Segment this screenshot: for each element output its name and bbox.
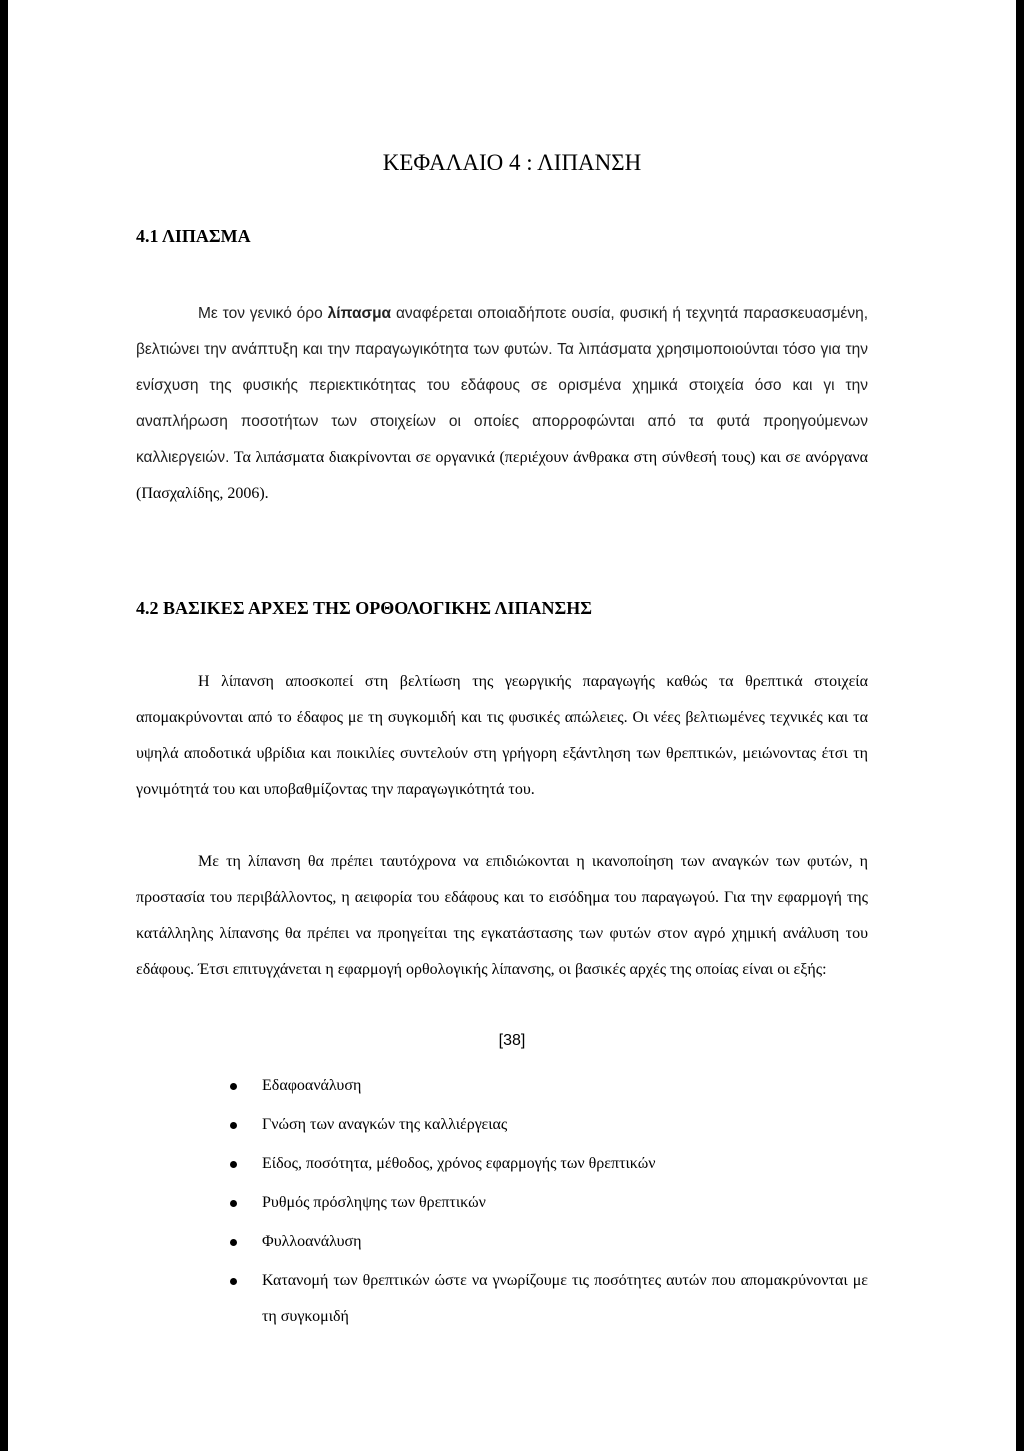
paragraph-text-start: Με τον γενικό όρο <box>198 305 328 322</box>
section-heading-4-2: 4.2 ΒΑΣΙΚΕΣ ΑΡΧΕΣ ΤΗΣ ΟΡΘΟΛΟΓΙΚΗΣ ΛΙΠΑΝΣΗΣ <box>136 598 592 618</box>
paragraph-text-end: Τα λιπάσματα διακρίνονται σε οργανικά (περιέχουν άνθρακα στη σύνθεσή τους) και σε ανόργανα (Πασχαλίδης, 2006). <box>136 449 868 502</box>
bullet-icon <box>230 1200 237 1207</box>
bullet-icon <box>230 1278 237 1285</box>
section-4-2-paragraph-2: Με τη λίπανση θα πρέπει ταυτόχρονα να επιδιώκονται η ικανοποίηση των αναγκών των φυτών, η προστασία του περιβάλλοντος, η αειφορία του εδάφους και το εισόδημα του παραγωγού. Για την εφαρμογή της κατάλληλης λίπανσης θα πρέπει να προηγείται της εγκατάστασης των φυτών στον αγρό χημική ανάλυση του εδάφους. Έτσι επιτυγχάνεται η εφαρμογή ορθολογικής λίπανσης, οι βασικές αρχές της οποίας είναι οι εξής: <box>136 853 868 978</box>
section-4-2-paragraph-1: Η λίπανση αποσκοπεί στη βελτίωση της γεωργικής παραγωγής καθώς τα θρεπτικά στοιχεία απομακρύνονται από το έδαφος με τη συγκομιδή και τις φυσικές απώλειες. Οι νέες βελτιωμένες τεχνικές και τα υψηλά αποδοτικά υβρίδια και ποικιλίες συντελούν στη γρήγορη εξάντληση των θρεπτικών, μειώνοντας έτσι τη γονιμότητά του και υποβαθμίζοντας την παραγωγικότητά του. <box>136 673 868 798</box>
list-item-text: Φυλλοανάλυση <box>262 1233 362 1250</box>
document-page <box>8 0 1016 1451</box>
list-item-text: Ρυθμός πρόσληψης των θρεπτικών <box>262 1194 486 1211</box>
chapter-title: ΚΕΦΑΛΑΙΟ 4 : ΛΙΠΑΝΣΗ <box>382 150 642 175</box>
term-lipasma: λίπασμα <box>327 305 392 322</box>
section-heading-4-1: 4.1 ΛΙΠΑΣΜΑ <box>136 226 251 246</box>
principles-list <box>136 1068 868 1338</box>
list-item <box>136 1224 868 1260</box>
list-item <box>136 1107 868 1143</box>
list-item-text: Γνώση των αναγκών της καλλιέργειας <box>262 1116 508 1133</box>
page-number: [38] <box>498 1032 526 1049</box>
paragraph-text-main: αναφέρεται οποιαδήποτε ουσία, φυσική ή τεχνητά παρασκευασμένη, βελτιώνει την ανάπτυξη και την παραγωγικότητα των φυτών. Τα λιπάσματα χρησιμοποιούνται τόσο για την ενίσχυση της φυσικής περιεκτικότητας του εδάφους σε ορισμένα χημικά στοιχεία όσο και γι την αναπλήρωση ποσοτήτων των στοιχείων οι οποίες απορροφώνται από τα φυτά προηγούμενων καλλιεργειών. <box>136 305 868 466</box>
bullet-icon <box>230 1239 237 1246</box>
list-item-text: Εδαφοανάλυση <box>262 1077 362 1094</box>
list-item-text: Είδος, ποσότητα, μέθοδος, χρόνος εφαρμογής των θρεπτικών <box>262 1155 656 1172</box>
list-item <box>136 1185 868 1221</box>
list-item <box>136 1263 868 1335</box>
bullet-icon <box>230 1083 237 1090</box>
list-item-text: Κατανομή των θρεπτικών ώστε να γνωρίζουμε τις ποσότητες αυτών που απομακρύνονται με τη συγκομιδή <box>262 1272 868 1325</box>
list-item <box>136 1146 868 1182</box>
bullet-icon <box>230 1122 237 1129</box>
list-item <box>136 1068 868 1104</box>
bullet-icon <box>230 1161 237 1168</box>
section-4-1-paragraph <box>136 296 868 512</box>
